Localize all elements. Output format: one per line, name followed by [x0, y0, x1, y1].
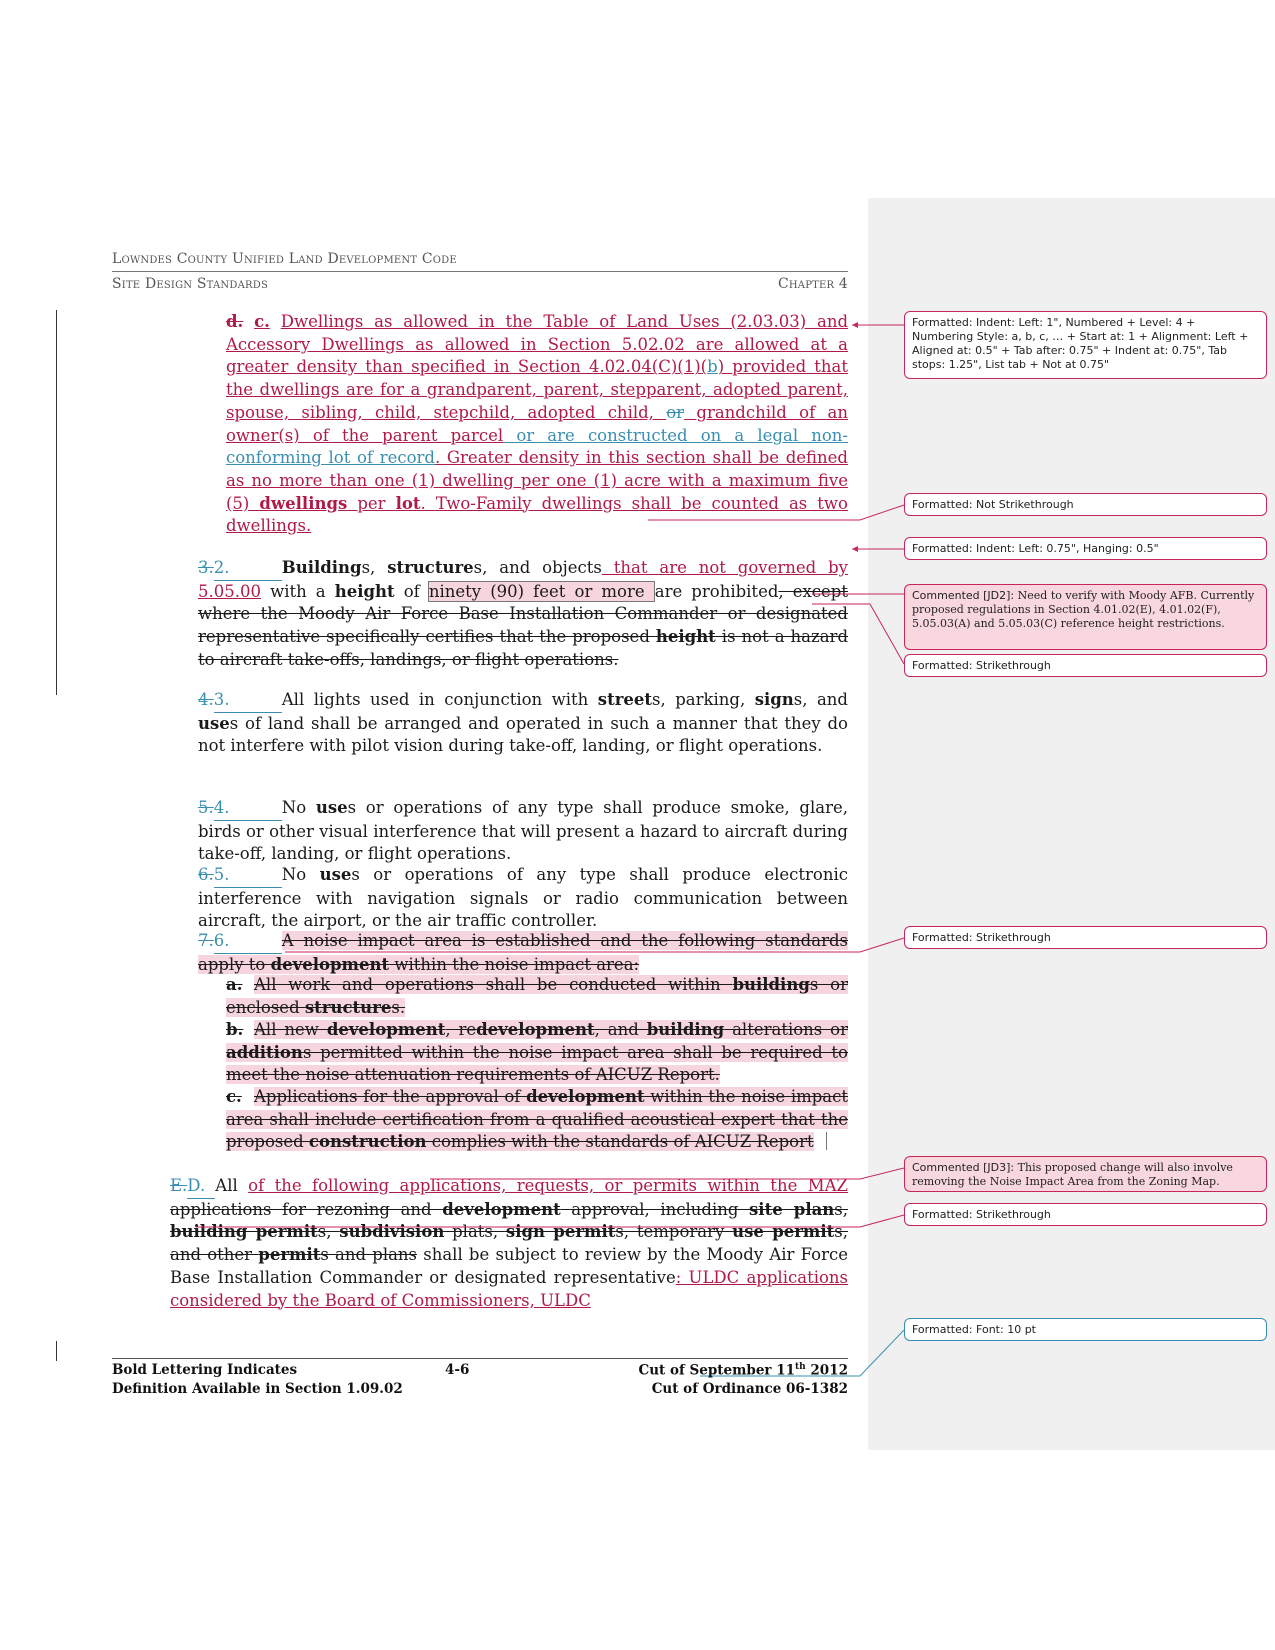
format-bubble-3[interactable] [904, 537, 1267, 560]
para-3-num: 3. [213, 690, 230, 709]
para-2-text: s, and objects [473, 558, 602, 577]
para-2-deleted: is not a hazard to aircraft take-offs, landings, or flight operations. [198, 627, 849, 669]
para-D-deleted: s and plans [320, 1245, 418, 1265]
para-3-text: All lights used in conjunction with [281, 690, 598, 709]
para-6-deleted-term: development [270, 954, 390, 974]
bubble-text: Strikethrough [972, 931, 1051, 944]
format-bubble-1[interactable] [904, 311, 1267, 379]
defined-term: sign [754, 690, 794, 709]
comment-anchor [826, 1132, 828, 1150]
para-D-deleted: applications for rezoning and [170, 1199, 443, 1219]
change-bar [56, 1341, 57, 1361]
para-4 [198, 797, 848, 866]
bubble-label: Formatted: [912, 931, 973, 944]
para-2-deleted-term: height [655, 627, 716, 647]
para-D-text: shall be subject to review by the Moody Air Force Base Installation Commander or designated representative [170, 1245, 848, 1287]
footer-right-line1 [600, 1362, 848, 1379]
bubble-label: Commented [JD2]: [912, 589, 1015, 602]
defined-term: height [334, 581, 395, 601]
para-c-text: Dwellings as allowed in the Table of Land Uses (2.03.03) and Accessory Dwellings as allowed in Section 5.02.02 are allowed at a greater density than specified in Section 4.02.04(C)(1)( [226, 312, 849, 377]
para-2-text: are prohibited [654, 581, 779, 601]
para-D-deleted-term: permit [258, 1245, 321, 1265]
para-c-defined-term: dwellings [259, 493, 348, 513]
para-6c [226, 1086, 848, 1154]
footer-left-line2: Definition Available in Section 1.09.02 [112, 1381, 403, 1397]
para-c-text: per [347, 493, 396, 513]
para-D-num-deleted: E. [170, 1176, 188, 1195]
para-2-deleted: , except where the Moody Air Force Base Installation Commander or designated representative specifically certifies that the proposed [198, 581, 849, 647]
para-3-text: s, and [793, 690, 848, 709]
para-c-text: ) provided that the dwellings are for a grandparent, parent, stepparent, adopted parent, spouse, sibling, child, stepchild, adopted child, [226, 357, 848, 422]
footer-page-number: 4-6 [445, 1362, 470, 1378]
bubble-text: Not Strikethrough [972, 498, 1074, 511]
para-4-text: No [281, 798, 316, 817]
bubble-label: Formatted: [912, 498, 973, 511]
para-D-deleted-term: development [442, 1199, 561, 1219]
para-6b-deleted-term: building [646, 1020, 725, 1039]
para-6a-deleted: All work and operations shall be conducted within [254, 975, 733, 994]
para-2-text: with a [260, 581, 335, 601]
defined-term: use [198, 713, 230, 733]
para-D-deleted: s, temporary [615, 1222, 733, 1242]
para-6b-deleted-term: development [476, 1020, 595, 1039]
para-2-text: of [394, 581, 429, 601]
para-D-deleted-term: use permit [732, 1222, 835, 1242]
para-D-num: D. [187, 1176, 206, 1195]
para-6b-deleted-term: development [326, 1020, 446, 1039]
format-bubble-4[interactable] [904, 654, 1267, 677]
para-D [170, 1175, 848, 1312]
para-D-deleted-term: sign permit [505, 1222, 616, 1242]
para-6c-num: c. [226, 1087, 242, 1106]
para-6b-deleted: alterations or [724, 1020, 848, 1039]
para-2-insert: that are not governed by 5.05.00 [198, 558, 848, 601]
para-3-num-deleted: 4. [198, 690, 214, 709]
para-6b-deleted: , re [445, 1020, 477, 1039]
para-D-num-tab [187, 1175, 215, 1199]
doc-header-title: Lowndes County Unified Land Development Code [112, 251, 457, 267]
para-2-highlighted-text: ninety (90) feet or more [428, 581, 654, 601]
para-D-text: All [215, 1176, 249, 1195]
para-6a-num: a. [226, 975, 243, 994]
bubble-text: Strikethrough [972, 659, 1051, 672]
header-rule [112, 271, 848, 272]
para-D-deleted: plats, [444, 1222, 506, 1242]
para-c-insert-b: b [707, 357, 718, 377]
para-6-num-tab [214, 930, 282, 954]
para-c-deleted-or: or [666, 402, 685, 422]
para-2-text: s, [361, 558, 388, 577]
bubble-text: This proposed change will also involve removing the Noise Impact Area from the Zoning Map. [912, 1161, 1233, 1188]
para-c-text: . Two-Family dwellings shall be counted as two dwellings. [226, 493, 848, 536]
bubble-label: Formatted: [912, 542, 973, 555]
bubble-label: Formatted: [912, 1323, 973, 1336]
para-5-text: s or operations of any type shall produce electronic interference with navigation signals or radio communication between aircraft, the airport, or the air traffic controller. [198, 865, 848, 931]
doc-header-chapter: Chapter 4 [777, 276, 848, 292]
para-6-num-deleted: 7. [198, 931, 214, 950]
para-D-deleted: s, and other [170, 1222, 848, 1265]
bubble-text: Need to verify with Moody AFB. Currently proposed regulations in Section 4.01.02(E), 4.01.02(F), 5.05.03(A) and 5.05.03(C) reference height restrictions. [912, 589, 1255, 630]
footer-date-suffix: th [795, 1362, 806, 1372]
para-5-num: 5. [213, 865, 230, 884]
para-3-text: s of land shall be arranged and operated in such a manner that they do not interfere with pilot vision during take-off, landing, or flight operations. [198, 713, 848, 756]
para-c-num-deleted: d. [226, 312, 244, 331]
para-6a [226, 974, 848, 1019]
para-D-insert: : ULDC applications considered by the Board of Commissioners, ULDC [170, 1267, 849, 1310]
para-6 [198, 930, 848, 976]
para-2 [198, 557, 848, 672]
defined-term: Building [281, 558, 362, 577]
bubble-text: Indent: Left: 0.75", Hanging: 0.5" [972, 542, 1159, 555]
para-c-text: . Greater density in this section shall be defined as no more than one (1) dwelling per one (1) acre with a maximum five (5) [226, 448, 848, 513]
para-6b-deleted-term: addition [226, 1042, 303, 1062]
bubble-label: Formatted: [912, 316, 973, 329]
para-5-text: No [281, 865, 320, 884]
para-6b-num: b. [226, 1020, 244, 1039]
defined-term: use [315, 798, 348, 817]
leader-arrow [852, 322, 858, 328]
bubble-label: Formatted: [912, 1208, 973, 1221]
para-6a-deleted: s or enclosed [226, 975, 848, 1017]
defined-term: use [319, 865, 352, 884]
format-bubble-7[interactable] [904, 1318, 1267, 1341]
para-D-deleted-term: site plan [749, 1199, 835, 1219]
para-c [226, 311, 848, 538]
defined-term: structure [387, 558, 474, 577]
comment-bubble-jd2[interactable] [904, 584, 1267, 650]
para-D-deleted-term: building permit [170, 1222, 318, 1242]
para-6a-deleted-term: structure [304, 997, 392, 1017]
para-c-defined-term: lot [395, 493, 421, 513]
para-6c-deleted: complies with the standards of AICUZ Report [426, 1132, 814, 1152]
change-bar [56, 310, 57, 695]
comment-bubble-jd3[interactable] [904, 1156, 1267, 1192]
para-6-num: 6. [213, 931, 230, 950]
para-D-deleted: approval, including [560, 1199, 750, 1219]
para-3-text: s, parking, [652, 690, 755, 709]
para-D-deleted: s, [317, 1222, 340, 1242]
footer-rule [112, 1358, 848, 1359]
para-D-deleted-term: subdivision [339, 1222, 445, 1242]
format-bubble-6[interactable] [904, 1203, 1267, 1226]
footer-left-line1: Bold Lettering Indicates [112, 1362, 298, 1378]
para-D-deleted: s, [834, 1199, 848, 1219]
para-4-num-deleted: 5. [198, 798, 214, 817]
para-6c-deleted: Applications for the approval of [254, 1087, 527, 1106]
para-6-deleted: within the noise impact area: [389, 954, 640, 974]
para-6c-deleted-term: development [526, 1087, 645, 1106]
para-6a-deleted-term: building [732, 975, 810, 994]
para-3 [198, 689, 848, 758]
footer-date: Cut of September 11 [638, 1362, 796, 1379]
leader-arrow [852, 546, 858, 552]
para-c-num: c. [254, 312, 270, 331]
markup-pane [868, 198, 1275, 1450]
para-c-text: grandchild of an owner(s) of the parent parcel [226, 402, 849, 445]
para-2-num-deleted: 3. [198, 558, 214, 577]
bubble-label: Commented [JD3]: [912, 1161, 1015, 1174]
bubble-text: Indent: Left: 1", Numbered + Level: 4 + Numbering Style: a, b, c, … + Start at: 1 + Alignment: Left + Aligned at: 0.5" + Tab after: 0.75" + Indent at: 0.75", Tab stops: 1.25", List tab + Not at 0.75" [912, 316, 1249, 371]
para-5-num-tab [214, 864, 282, 888]
para-4-text: s or operations of any type shall produce smoke, glare, birds or other visual interference that will present a hazard to aircraft during take-off, landing, or flight operations. [198, 798, 848, 864]
para-3-num-tab [214, 689, 282, 713]
para-4-num-tab [214, 797, 282, 821]
para-2-num: 2. [213, 558, 230, 577]
footer-right-line2: Cut of Ordinance 06-1382 [651, 1381, 848, 1397]
doc-header-subtitle: Site Design Standards [112, 276, 268, 292]
para-2-num-tab [214, 557, 282, 581]
defined-term: street [597, 690, 653, 709]
para-6-deleted: A noise impact area is established and the following standards apply to [198, 931, 848, 974]
bubble-text: Font: 10 pt [972, 1323, 1036, 1336]
para-5 [198, 864, 848, 933]
para-6a-deleted: s. [391, 997, 406, 1017]
format-bubble-2[interactable] [904, 493, 1267, 516]
bubble-text: Strikethrough [972, 1208, 1051, 1221]
para-6c-deleted: within the noise impact area shall include certification from a qualified acoustical expert that the proposed [226, 1087, 849, 1152]
para-6c-deleted-term: construction [308, 1132, 427, 1152]
para-6b [226, 1019, 848, 1087]
para-6b-deleted: s permitted within the noise impact area shall be required to meet the noise attenuation requirements of AICUZ Report. [226, 1042, 848, 1085]
para-5-num-deleted: 6. [198, 865, 214, 884]
para-c-insert-blue: or are constructed on a legal non-conforming lot of record [226, 425, 849, 468]
para-D-insert: of the following applications, requests, or permits within the MAZ [248, 1176, 848, 1195]
para-6b-deleted: , and [594, 1020, 647, 1039]
para-6b-deleted: All new [254, 1020, 327, 1039]
format-bubble-5[interactable] [904, 926, 1267, 949]
bubble-label: Formatted: [912, 659, 973, 672]
para-4-num: 4. [213, 798, 230, 817]
footer-year: 2012 [805, 1362, 848, 1379]
